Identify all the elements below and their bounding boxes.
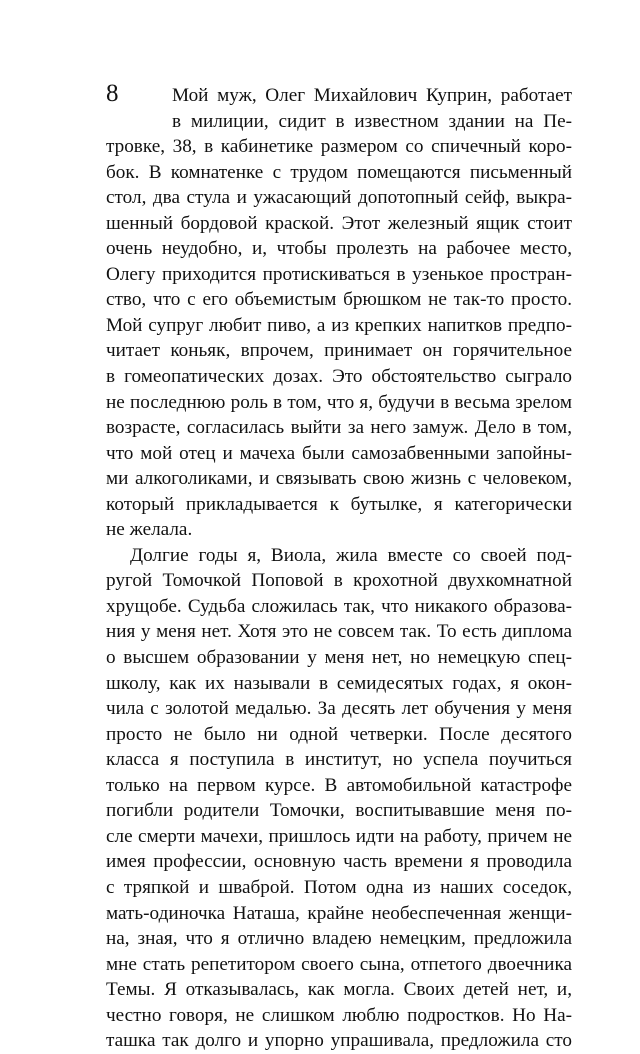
text-line: читает коньяк, впрочем, принимает он горячительное	[106, 340, 572, 362]
text-line: школу, как их называли в семидесятых годах, я окон-	[106, 672, 572, 694]
text-line: имея профессии, основную часть времени я проводила	[106, 851, 572, 873]
text-line: ния у меня нет. Хотя это не совсем так. То есть диплома	[106, 621, 572, 643]
text-line: что мой отец и мачеха были самозабвенными запойны-	[106, 442, 572, 464]
text-line: очень неудобно, и, чтобы пролезть на рабочее место,	[106, 238, 572, 260]
text-line: Мой супруг любит пиво, а из крепких напитков предпо-	[106, 314, 572, 336]
text-line: шенный бордовой краской. Этот железный ящик стоит	[106, 212, 572, 234]
text-line: который прикладывается к бутылке, я категорически	[106, 493, 572, 515]
text-line: просто не было ни одной четверки. После десятого	[106, 723, 572, 745]
text-line: погибли родители Томочки, воспитывавшие меня по-	[106, 800, 572, 822]
text-line: тровке, 38, в кабинетике размером со спичечный коро-	[106, 136, 572, 158]
text-line: возрасте, согласилась выйти за него замуж. Дело в том,	[106, 417, 572, 439]
text-line: стол, два стула и ужасающий допотопный сейф, выкра-	[106, 187, 572, 209]
text-line: о высшем образовании у меня нет, но немецкую спец-	[106, 647, 572, 669]
text-line: ми алкоголиками, и связывать свою жизнь с человеком,	[106, 468, 572, 490]
text-line: не желала.	[106, 519, 193, 541]
text-line: ругой Томочкой Поповой в крохотной двухкомнатной	[106, 570, 572, 592]
text-line: бок. В комнатенке с трудом помещаются письменный	[106, 161, 572, 183]
text-line: в гомеопатических дозах. Это обстоятельство сыграло	[106, 366, 572, 388]
text-line: мать-одиночка Наташа, крайне необеспеченная женщи-	[106, 902, 572, 924]
text-line: Темы. Я отказывалась, как могла. Своих детей нет, и,	[106, 979, 572, 1001]
text-line: с тряпкой и шваброй. Потом одна из наших соседок,	[106, 876, 572, 898]
text-line: на, зная, что я отлично владею немецким, предложила	[106, 928, 572, 950]
text-line: класса я поступила в институт, но успела поучиться	[106, 749, 572, 771]
page-number: 8	[106, 80, 119, 107]
text-line: Долгие годы я, Виола, жила вместе со своей под-	[130, 544, 572, 566]
text-line: сле смерти мачехи, пришлось идти на работу, причем не	[106, 825, 572, 847]
text-line: не последнюю роль в том, что я, будучи в весьма зрелом	[106, 391, 572, 413]
body-text	[106, 83, 572, 1054]
text-line: только на первом курсе. В автомобильной катастрофе	[106, 774, 572, 796]
text-line: честно говоря, не слишком люблю подростков. Но На-	[106, 1004, 572, 1026]
text-line: хрущобе. Судьба сложилась так, что никакого образова-	[106, 595, 572, 617]
text-line: чила с золотой медалью. За десять лет обучения у меня	[106, 698, 572, 720]
text-line: Олегу приходится протискиваться в узенькое простран-	[106, 263, 572, 285]
text-line: ташка так долго и упорно упрашивала, предложила сто	[106, 1030, 572, 1052]
text-line: Мой муж, Олег Михайлович Куприн, работает	[172, 85, 572, 106]
text-line: мне стать репетитором своего сына, отпетого двоечника	[106, 953, 572, 975]
text-line: ство, что с его объемистым брюшком не так-то просто.	[106, 289, 572, 311]
text-line: в милиции, сидит в известном здании на Пе-	[172, 110, 572, 132]
